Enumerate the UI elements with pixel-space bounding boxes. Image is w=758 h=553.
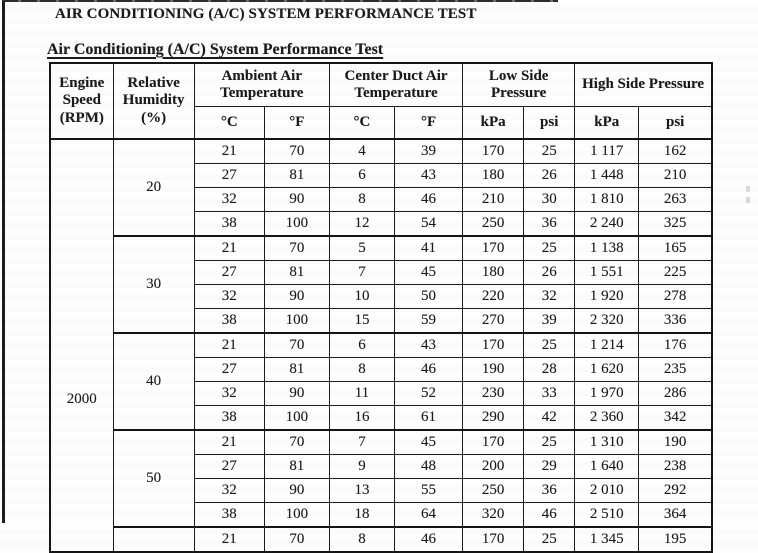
table-cell: 263 bbox=[639, 188, 712, 212]
table-cell: 21 bbox=[194, 527, 264, 552]
table-cell: 170 bbox=[463, 527, 524, 552]
relative-humidity-cell: 20 bbox=[113, 139, 194, 236]
table-cell: 21 bbox=[194, 333, 264, 358]
table-cell: 1 448 bbox=[575, 164, 639, 188]
table-cell: 7 bbox=[329, 261, 394, 285]
table-cell: 52 bbox=[395, 382, 463, 406]
table-cell: 48 bbox=[395, 455, 463, 479]
table-cell: 42 bbox=[524, 406, 575, 431]
table-cell: 235 bbox=[639, 358, 712, 382]
table-row bbox=[50, 139, 712, 164]
table-cell: 180 bbox=[463, 164, 524, 188]
table-cell: 190 bbox=[639, 430, 712, 455]
header-row-main bbox=[50, 63, 712, 107]
table-cell: 200 bbox=[463, 455, 524, 479]
table-cell: 9 bbox=[329, 455, 394, 479]
table-cell: 36 bbox=[524, 479, 575, 503]
header-high-side-pressure: High Side Pressure bbox=[575, 63, 712, 107]
table-cell: 2 010 bbox=[575, 479, 639, 503]
unit-fahrenheit-ambient: °F bbox=[264, 107, 329, 140]
table-cell: 8 bbox=[329, 188, 394, 212]
table-cell: 5 bbox=[329, 236, 394, 261]
table-cell: 39 bbox=[395, 139, 463, 164]
table-cell: 100 bbox=[264, 212, 329, 237]
table-cell: 1 117 bbox=[575, 139, 639, 164]
table-cell: 46 bbox=[395, 358, 463, 382]
table-cell: 100 bbox=[264, 503, 329, 528]
table-cell: 170 bbox=[463, 333, 524, 358]
table-cell: 4 bbox=[329, 139, 394, 164]
table-cell: 270 bbox=[463, 309, 524, 334]
table-cell: 250 bbox=[463, 479, 524, 503]
table-cell: 81 bbox=[264, 164, 329, 188]
table-cell: 21 bbox=[194, 139, 264, 164]
table-cell: 50 bbox=[395, 285, 463, 309]
table-cell: 46 bbox=[395, 527, 463, 552]
table-cell: 292 bbox=[639, 479, 712, 503]
table-cell: 27 bbox=[194, 164, 264, 188]
table-row bbox=[50, 333, 712, 358]
table-cell: 6 bbox=[329, 333, 394, 358]
table-cell: 29 bbox=[524, 455, 575, 479]
table-cell: 90 bbox=[264, 285, 329, 309]
unit-celsius-duct: °C bbox=[329, 107, 394, 140]
table-cell: 8 bbox=[329, 527, 394, 552]
table-cell: 1 551 bbox=[575, 261, 639, 285]
table-cell: 25 bbox=[524, 430, 575, 455]
table-cell: 190 bbox=[463, 358, 524, 382]
table-row bbox=[50, 236, 712, 261]
scan-artifact bbox=[746, 186, 750, 192]
table-cell: 70 bbox=[264, 333, 329, 358]
table-header bbox=[50, 63, 712, 139]
page-title: AIR CONDITIONING (A/C) SYSTEM PERFORMANCE TEST bbox=[55, 6, 477, 22]
table-cell: 45 bbox=[395, 261, 463, 285]
table-cell: 81 bbox=[264, 358, 329, 382]
header-low-side-pressure: Low Side Pressure bbox=[463, 63, 575, 107]
table-cell: 70 bbox=[264, 527, 329, 552]
table-cell: 39 bbox=[524, 309, 575, 334]
table-cell: 43 bbox=[395, 333, 463, 358]
table-cell: 2 320 bbox=[575, 309, 639, 334]
table-cell: 13 bbox=[329, 479, 394, 503]
table-cell: 220 bbox=[463, 285, 524, 309]
unit-kpa-high: kPa bbox=[575, 107, 639, 140]
table-cell: 30 bbox=[524, 188, 575, 212]
table-cell: 36 bbox=[524, 212, 575, 237]
table-cell: 28 bbox=[524, 358, 575, 382]
engine-speed-cell bbox=[50, 139, 113, 552]
table-cell: 100 bbox=[264, 406, 329, 431]
table-cell: 81 bbox=[264, 261, 329, 285]
table-cell: 278 bbox=[639, 285, 712, 309]
table-cell: 38 bbox=[194, 503, 264, 528]
unit-psi-low: psi bbox=[524, 107, 575, 140]
table-cell: 320 bbox=[463, 503, 524, 528]
table-cell: 162 bbox=[639, 139, 712, 164]
table-cell: 33 bbox=[524, 382, 575, 406]
table-cell: 2 510 bbox=[575, 503, 639, 528]
table-cell: 61 bbox=[395, 406, 463, 431]
page-border-top bbox=[2, 0, 558, 2]
table-cell: 46 bbox=[524, 503, 575, 528]
table-cell: 26 bbox=[524, 261, 575, 285]
table-cell: 1 138 bbox=[575, 236, 639, 261]
scan-artifact bbox=[746, 197, 750, 203]
table-cell: 170 bbox=[463, 430, 524, 455]
table-cell: 59 bbox=[395, 309, 463, 334]
table-cell: 25 bbox=[524, 236, 575, 261]
table-cell: 26 bbox=[524, 164, 575, 188]
relative-humidity-cell: 40 bbox=[113, 333, 194, 430]
table-row bbox=[50, 430, 712, 455]
header-engine-speed: Engine Speed (RPM) bbox=[50, 63, 113, 139]
table-cell: 15 bbox=[329, 309, 394, 334]
table-cell: 46 bbox=[395, 188, 463, 212]
table-row bbox=[50, 527, 712, 552]
table-cell: 81 bbox=[264, 455, 329, 479]
table-cell: 27 bbox=[194, 358, 264, 382]
table-cell: 1 345 bbox=[575, 527, 639, 552]
table-cell: 70 bbox=[264, 139, 329, 164]
table-cell: 27 bbox=[194, 261, 264, 285]
table-cell: 27 bbox=[194, 455, 264, 479]
table-cell: 38 bbox=[194, 309, 264, 334]
table-cell: 90 bbox=[264, 479, 329, 503]
header-relative-humidity: Relative Humidity (%) bbox=[113, 63, 194, 139]
table-cell: 41 bbox=[395, 236, 463, 261]
table-cell: 54 bbox=[395, 212, 463, 237]
table-cell: 70 bbox=[264, 430, 329, 455]
table-cell: 238 bbox=[639, 455, 712, 479]
table-cell: 210 bbox=[639, 164, 712, 188]
performance-table bbox=[49, 62, 713, 553]
relative-humidity-cell: 30 bbox=[113, 236, 194, 333]
unit-psi-high: psi bbox=[639, 107, 712, 140]
table-cell: 90 bbox=[264, 382, 329, 406]
table-cell: 176 bbox=[639, 333, 712, 358]
unit-celsius-ambient: °C bbox=[194, 107, 264, 140]
table-cell: 8 bbox=[329, 358, 394, 382]
table-cell: 170 bbox=[463, 139, 524, 164]
table-cell: 32 bbox=[194, 479, 264, 503]
table-cell: 170 bbox=[463, 236, 524, 261]
table-cell: 7 bbox=[329, 430, 394, 455]
table-cell: 364 bbox=[639, 503, 712, 528]
table-cell: 11 bbox=[329, 382, 394, 406]
table-cell: 25 bbox=[524, 333, 575, 358]
unit-fahrenheit-duct: °F bbox=[395, 107, 463, 140]
table-cell: 32 bbox=[524, 285, 575, 309]
table-cell: 90 bbox=[264, 188, 329, 212]
table-cell: 180 bbox=[463, 261, 524, 285]
table-cell: 1 920 bbox=[575, 285, 639, 309]
table-cell: 25 bbox=[524, 139, 575, 164]
table-cell: 1 620 bbox=[575, 358, 639, 382]
table-cell: 25 bbox=[524, 527, 575, 552]
table-cell: 32 bbox=[194, 188, 264, 212]
table-cell: 225 bbox=[639, 261, 712, 285]
table-cell: 2 240 bbox=[575, 212, 639, 237]
table-cell: 165 bbox=[639, 236, 712, 261]
header-ambient-air-temperature: Ambient Air Temperature bbox=[194, 63, 329, 107]
table-cell: 195 bbox=[639, 527, 712, 552]
page-border-left bbox=[2, 0, 5, 523]
table-cell: 6 bbox=[329, 164, 394, 188]
table-cell: 64 bbox=[395, 503, 463, 528]
unit-kpa-low: kPa bbox=[463, 107, 524, 140]
table-cell: 70 bbox=[264, 236, 329, 261]
table-cell: 16 bbox=[329, 406, 394, 431]
table-cell: 290 bbox=[463, 406, 524, 431]
table-cell: 336 bbox=[639, 309, 712, 334]
table-cell: 325 bbox=[639, 212, 712, 237]
table-cell: 1 310 bbox=[575, 430, 639, 455]
table-cell: 12 bbox=[329, 212, 394, 237]
header-center-duct-air-temperature: Center Duct Air Temperature bbox=[329, 63, 462, 107]
table-cell: 43 bbox=[395, 164, 463, 188]
table-cell: 55 bbox=[395, 479, 463, 503]
relative-humidity-cell bbox=[113, 527, 194, 552]
engine-speed-value: 2000 bbox=[66, 391, 97, 407]
table-cell: 1 970 bbox=[575, 382, 639, 406]
table-cell: 342 bbox=[639, 406, 712, 431]
table-cell: 21 bbox=[194, 430, 264, 455]
table-cell: 1 640 bbox=[575, 455, 639, 479]
table-cell: 32 bbox=[194, 285, 264, 309]
table-cell: 250 bbox=[463, 212, 524, 237]
table-cell: 2 360 bbox=[575, 406, 639, 431]
table-cell: 1 214 bbox=[575, 333, 639, 358]
table-cell: 38 bbox=[194, 212, 264, 237]
table-cell: 18 bbox=[329, 503, 394, 528]
table-cell: 21 bbox=[194, 236, 264, 261]
table-caption: Air Conditioning (A/C) System Performance Test bbox=[47, 41, 384, 58]
table-cell: 38 bbox=[194, 406, 264, 431]
table-cell: 1 810 bbox=[575, 188, 639, 212]
table-cell: 286 bbox=[639, 382, 712, 406]
table-cell: 230 bbox=[463, 382, 524, 406]
table-cell: 100 bbox=[264, 309, 329, 334]
table-cell: 210 bbox=[463, 188, 524, 212]
performance-table-body bbox=[50, 139, 712, 552]
table-cell: 45 bbox=[395, 430, 463, 455]
table-cell: 32 bbox=[194, 382, 264, 406]
relative-humidity-cell: 50 bbox=[113, 430, 194, 527]
table-cell: 10 bbox=[329, 285, 394, 309]
